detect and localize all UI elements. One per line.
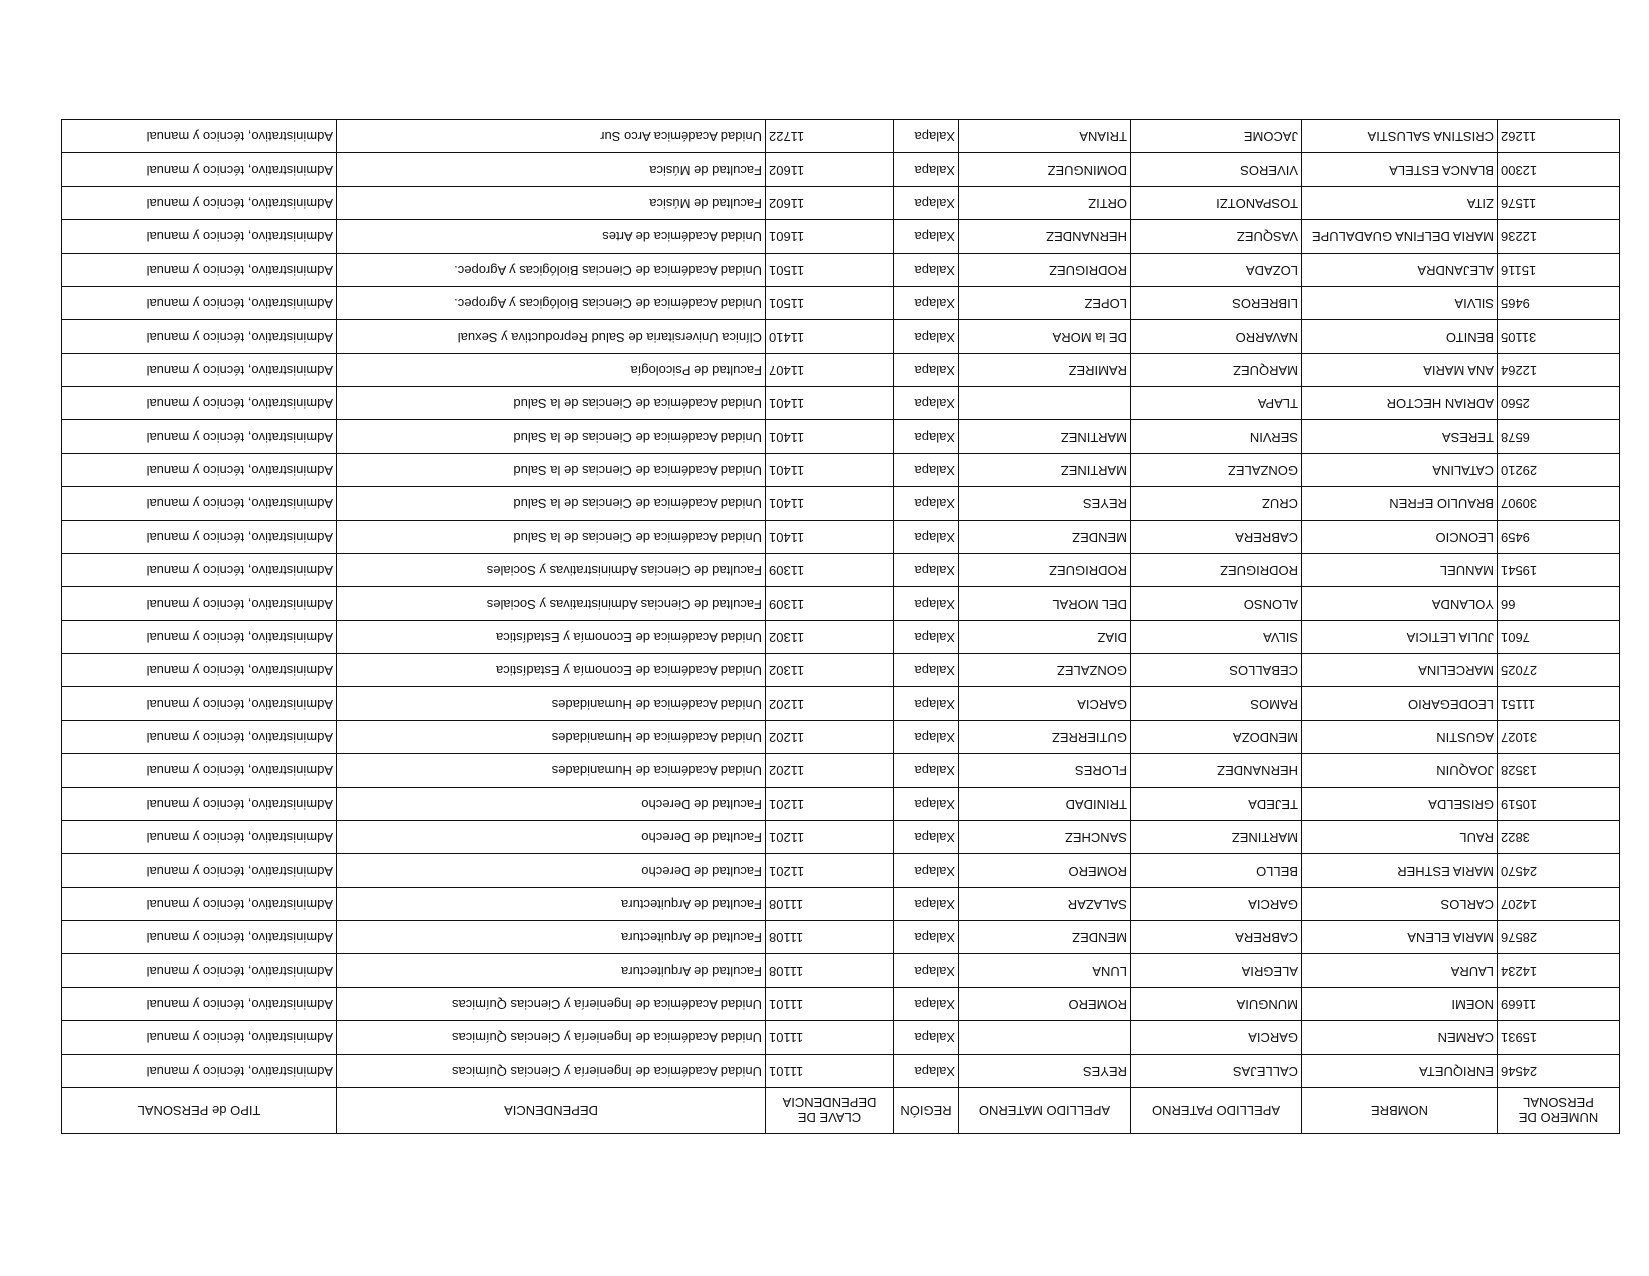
cell-materno: TRIANA <box>959 120 1131 154</box>
cell-dependencia: Clínica Universitaria de Salud Reproductiva y Sexual <box>337 320 766 353</box>
cell-paterno: VIVEROS <box>1131 153 1302 186</box>
cell-clave: 11501 <box>766 287 894 320</box>
cell-dependencia: Facultad de Derecho <box>337 821 766 854</box>
cell-numero: 24546 <box>1498 1054 1620 1087</box>
table-row <box>62 620 1620 653</box>
table-row <box>62 587 1620 620</box>
cell-materno: SANCHEZ <box>959 821 1131 854</box>
cell-clave: 11302 <box>766 620 894 653</box>
table-row <box>62 954 1620 987</box>
table-row <box>62 654 1620 687</box>
header-row <box>62 1088 1620 1134</box>
cell-region: Xalapa <box>894 253 959 286</box>
cell-paterno: ALEGRIA <box>1131 954 1302 987</box>
cell-numero: 11262 <box>1498 120 1620 154</box>
cell-materno: DIAZ <box>959 620 1131 653</box>
cell-materno: GUTIERREZ <box>959 720 1131 753</box>
cell-numero: 15931 <box>1498 1021 1620 1054</box>
table-row <box>62 387 1620 420</box>
cell-numero: 2560 <box>1498 387 1620 420</box>
cell-dependencia: Facultad de Ciencias Administrativas y Sociales <box>337 587 766 620</box>
cell-clave: 11201 <box>766 821 894 854</box>
cell-tipo: Administrativo, técnico y manual <box>62 253 337 286</box>
table-row <box>62 787 1620 820</box>
cell-numero: 12300 <box>1498 153 1620 186</box>
cell-materno: MARTINEZ <box>959 420 1131 453</box>
cell-nombre: YOLANDA <box>1302 587 1498 620</box>
cell-numero: 12264 <box>1498 353 1620 386</box>
cell-paterno: CRUZ <box>1131 487 1302 520</box>
cell-dependencia: Facultad de Arquitectura <box>337 887 766 920</box>
cell-region: Xalapa <box>894 787 959 820</box>
cell-nombre: MANUEL <box>1302 554 1498 587</box>
cell-nombre: CARLOS <box>1302 887 1498 920</box>
cell-tipo: Administrativo, técnico y manual <box>62 320 337 353</box>
cell-clave: 11101 <box>766 1021 894 1054</box>
table-row <box>62 754 1620 787</box>
cell-materno: DE la MORA <box>959 320 1131 353</box>
cell-clave: 11108 <box>766 921 894 954</box>
header-region: REGIÓN <box>894 1088 959 1134</box>
cell-tipo: Administrativo, técnico y manual <box>62 186 337 219</box>
cell-numero: 13528 <box>1498 754 1620 787</box>
cell-clave: 11401 <box>766 520 894 553</box>
cell-materno: RODRIGUEZ <box>959 554 1131 587</box>
personnel-table <box>61 119 1620 1134</box>
cell-paterno: TLAPA <box>1131 387 1302 420</box>
cell-dependencia: Unidad Académica de Humanidades <box>337 720 766 753</box>
cell-tipo: Administrativo, técnico y manual <box>62 720 337 753</box>
cell-materno: GARCIA <box>959 687 1131 720</box>
cell-numero: 24570 <box>1498 854 1620 887</box>
table-row <box>62 1054 1620 1087</box>
header-nombre: NOMBRE <box>1302 1088 1498 1134</box>
cell-tipo: Administrativo, técnico y manual <box>62 420 337 453</box>
cell-numero: 19541 <box>1498 554 1620 587</box>
cell-nombre: JOAQUIN <box>1302 754 1498 787</box>
cell-region: Xalapa <box>894 754 959 787</box>
cell-clave: 11302 <box>766 654 894 687</box>
cell-clave: 11401 <box>766 387 894 420</box>
cell-tipo: Administrativo, técnico y manual <box>62 787 337 820</box>
cell-clave: 11309 <box>766 554 894 587</box>
cell-dependencia: Facultad de Música <box>337 186 766 219</box>
cell-clave: 11108 <box>766 954 894 987</box>
table-row <box>62 220 1620 253</box>
cell-numero: 11151 <box>1498 687 1620 720</box>
cell-tipo: Administrativo, técnico y manual <box>62 687 337 720</box>
cell-numero: 29210 <box>1498 453 1620 486</box>
cell-clave: 11101 <box>766 1054 894 1087</box>
cell-region: Xalapa <box>894 287 959 320</box>
cell-paterno: VASQUEZ <box>1131 220 1302 253</box>
cell-paterno: HERNANDEZ <box>1131 754 1302 787</box>
cell-numero: 14234 <box>1498 954 1620 987</box>
cell-region: Xalapa <box>894 921 959 954</box>
cell-region: Xalapa <box>894 453 959 486</box>
cell-region: Xalapa <box>894 1021 959 1054</box>
cell-clave: 11101 <box>766 987 894 1020</box>
cell-numero: 27025 <box>1498 654 1620 687</box>
cell-materno: REYES <box>959 487 1131 520</box>
cell-materno: LOPEZ <box>959 287 1131 320</box>
cell-nombre: MARIA ESTHER <box>1302 854 1498 887</box>
table-row <box>62 520 1620 553</box>
cell-region: Xalapa <box>894 220 959 253</box>
cell-nombre: LEODEGARIO <box>1302 687 1498 720</box>
cell-dependencia: Unidad Académica de Economía y Estadística <box>337 654 766 687</box>
cell-paterno: LOZADA <box>1131 253 1302 286</box>
cell-tipo: Administrativo, técnico y manual <box>62 921 337 954</box>
cell-region: Xalapa <box>894 320 959 353</box>
cell-materno: DEL MORAL <box>959 587 1131 620</box>
cell-materno: SALAZAR <box>959 887 1131 920</box>
cell-paterno: RODRIGUEZ <box>1131 554 1302 587</box>
cell-region: Xalapa <box>894 554 959 587</box>
cell-materno: GONZALEZ <box>959 654 1131 687</box>
cell-tipo: Administrativo, técnico y manual <box>62 220 337 253</box>
header-materno: APELLIDO MATERNO <box>959 1088 1131 1134</box>
cell-tipo: Administrativo, técnico y manual <box>62 453 337 486</box>
cell-nombre: BENITO <box>1302 320 1498 353</box>
personnel-table-sheet <box>62 119 1620 1134</box>
cell-materno: MENDEZ <box>959 921 1131 954</box>
cell-paterno: GONZALEZ <box>1131 453 1302 486</box>
cell-materno <box>959 387 1131 420</box>
cell-materno: MARTINEZ <box>959 453 1131 486</box>
cell-paterno: SERVIN <box>1131 420 1302 453</box>
table-row <box>62 186 1620 219</box>
cell-numero: 7601 <box>1498 620 1620 653</box>
cell-region: Xalapa <box>894 520 959 553</box>
cell-materno: MENDEZ <box>959 520 1131 553</box>
table-row <box>62 453 1620 486</box>
cell-region: Xalapa <box>894 620 959 653</box>
cell-nombre: TERESA <box>1302 420 1498 453</box>
cell-dependencia: Facultad de Derecho <box>337 787 766 820</box>
header-clave: CLAVE DE DEPENDENCIA <box>766 1088 894 1134</box>
header-dependencia: DEPENDENCIA <box>337 1088 766 1134</box>
cell-tipo: Administrativo, técnico y manual <box>62 887 337 920</box>
cell-nombre: MARIA ELENA <box>1302 921 1498 954</box>
cell-materno: REYES <box>959 1054 1131 1087</box>
cell-clave: 11202 <box>766 687 894 720</box>
cell-paterno: MENDOZA <box>1131 720 1302 753</box>
cell-tipo: Administrativo, técnico y manual <box>62 1021 337 1054</box>
cell-tipo: Administrativo, técnico y manual <box>62 987 337 1020</box>
table-row <box>62 353 1620 386</box>
cell-paterno: TOSPANOTZI <box>1131 186 1302 219</box>
table-row <box>62 720 1620 753</box>
cell-materno: HERNANDEZ <box>959 220 1131 253</box>
cell-numero: 66 <box>1498 587 1620 620</box>
cell-nombre: AGUSTIN <box>1302 720 1498 753</box>
cell-nombre: ENRIQUETA <box>1302 1054 1498 1087</box>
cell-dependencia: Unidad Académica de Ciencias de la Salud <box>337 487 766 520</box>
cell-numero: 31027 <box>1498 720 1620 753</box>
cell-dependencia: Unidad Académica de Ciencias de la Salud <box>337 387 766 420</box>
cell-tipo: Administrativo, técnico y manual <box>62 353 337 386</box>
cell-dependencia: Unidad Académica de Ciencias de la Salud <box>337 453 766 486</box>
cell-tipo: Administrativo, técnico y manual <box>62 620 337 653</box>
cell-region: Xalapa <box>894 153 959 186</box>
cell-materno: DOMINGUEZ <box>959 153 1131 186</box>
cell-materno: ROMERO <box>959 854 1131 887</box>
cell-region: Xalapa <box>894 487 959 520</box>
table-row <box>62 554 1620 587</box>
cell-nombre: MARIA DELFINA GUADALUPE <box>1302 220 1498 253</box>
table-row <box>62 887 1620 920</box>
cell-region: Xalapa <box>894 186 959 219</box>
cell-tipo: Administrativo, técnico y manual <box>62 754 337 787</box>
cell-clave: 11401 <box>766 487 894 520</box>
table-row <box>62 153 1620 186</box>
cell-nombre: ALEJANDRA <box>1302 253 1498 286</box>
cell-dependencia: Unidad Académica de Ciencias Biológicas y Agropec. <box>337 287 766 320</box>
cell-region: Xalapa <box>894 987 959 1020</box>
header-tipo: TIPO de PERSONAL <box>62 1088 337 1134</box>
cell-numero: 14207 <box>1498 887 1620 920</box>
cell-materno <box>959 1021 1131 1054</box>
cell-region: Xalapa <box>894 353 959 386</box>
cell-numero: 28576 <box>1498 921 1620 954</box>
cell-paterno: ALONSO <box>1131 587 1302 620</box>
cell-paterno: MARQUEZ <box>1131 353 1302 386</box>
cell-paterno: TEJEDA <box>1131 787 1302 820</box>
cell-materno: FLORES <box>959 754 1131 787</box>
header-numero: NUMERO DE PERSONAL <box>1498 1088 1620 1134</box>
cell-nombre: GRISELDA <box>1302 787 1498 820</box>
cell-region: Xalapa <box>894 420 959 453</box>
cell-region: Xalapa <box>894 854 959 887</box>
cell-dependencia: Facultad de Psicología <box>337 353 766 386</box>
cell-numero: 11576 <box>1498 186 1620 219</box>
cell-dependencia: Facultad de Ciencias Administrativas y Sociales <box>337 554 766 587</box>
cell-numero: 6578 <box>1498 420 1620 453</box>
cell-dependencia: Unidad Académica de Humanidades <box>337 754 766 787</box>
cell-dependencia: Facultad de Arquitectura <box>337 921 766 954</box>
cell-paterno: GARCIA <box>1131 887 1302 920</box>
cell-tipo: Administrativo, técnico y manual <box>62 120 337 154</box>
cell-materno: TRINIDAD <box>959 787 1131 820</box>
cell-dependencia: Facultad de Derecho <box>337 854 766 887</box>
cell-clave: 11410 <box>766 320 894 353</box>
cell-region: Xalapa <box>894 587 959 620</box>
cell-nombre: BRAULIO EFREN <box>1302 487 1498 520</box>
cell-region: Xalapa <box>894 821 959 854</box>
cell-clave: 11401 <box>766 420 894 453</box>
cell-region: Xalapa <box>894 387 959 420</box>
cell-materno: LUNA <box>959 954 1131 987</box>
cell-clave: 11722 <box>766 120 894 154</box>
cell-tipo: Administrativo, técnico y manual <box>62 487 337 520</box>
cell-tipo: Administrativo, técnico y manual <box>62 854 337 887</box>
table-row <box>62 320 1620 353</box>
cell-tipo: Administrativo, técnico y manual <box>62 587 337 620</box>
cell-clave: 11309 <box>766 587 894 620</box>
cell-materno: ORTIZ <box>959 186 1131 219</box>
cell-nombre: SILVIA <box>1302 287 1498 320</box>
cell-dependencia: Unidad Académica de Artes <box>337 220 766 253</box>
cell-nombre: LEONCIO <box>1302 520 1498 553</box>
cell-nombre: ANA MARIA <box>1302 353 1498 386</box>
table-row <box>62 253 1620 286</box>
cell-region: Xalapa <box>894 654 959 687</box>
cell-tipo: Administrativo, técnico y manual <box>62 654 337 687</box>
cell-nombre: ZITA <box>1302 186 1498 219</box>
cell-numero: 3822 <box>1498 821 1620 854</box>
cell-dependencia: Unidad Académica de Ingeniería y Ciencias Químicas <box>337 1021 766 1054</box>
cell-clave: 11202 <box>766 720 894 753</box>
cell-numero: 9465 <box>1498 287 1620 320</box>
cell-dependencia: Unidad Académica de Ingeniería y Ciencias Químicas <box>337 987 766 1020</box>
cell-paterno: CALLEJAS <box>1131 1054 1302 1087</box>
cell-paterno: CABRERA <box>1131 520 1302 553</box>
cell-paterno: GARCIA <box>1131 1021 1302 1054</box>
cell-numero: 10519 <box>1498 787 1620 820</box>
cell-numero: 12236 <box>1498 220 1620 253</box>
table-row <box>62 854 1620 887</box>
cell-dependencia: Unidad Académica de Ciencias Biológicas y Agropec. <box>337 253 766 286</box>
cell-clave: 11401 <box>766 453 894 486</box>
table-row <box>62 120 1620 154</box>
cell-numero: 15116 <box>1498 253 1620 286</box>
cell-materno: RODRIGUEZ <box>959 253 1131 286</box>
cell-nombre: NOEMI <box>1302 987 1498 1020</box>
cell-region: Xalapa <box>894 1054 959 1087</box>
cell-nombre: ADRIAN HECTOR <box>1302 387 1498 420</box>
cell-region: Xalapa <box>894 954 959 987</box>
cell-dependencia: Facultad de Música <box>337 153 766 186</box>
table-row <box>62 1021 1620 1054</box>
cell-region: Xalapa <box>894 120 959 154</box>
cell-paterno: MARTINEZ <box>1131 821 1302 854</box>
cell-nombre: CRISTINA SALUSTIA <box>1302 120 1498 154</box>
cell-nombre: RAUL <box>1302 821 1498 854</box>
cell-clave: 11501 <box>766 253 894 286</box>
cell-paterno: JACOME <box>1131 120 1302 154</box>
cell-paterno: MUNGUIA <box>1131 987 1302 1020</box>
cell-clave: 11602 <box>766 153 894 186</box>
cell-tipo: Administrativo, técnico y manual <box>62 287 337 320</box>
cell-region: Xalapa <box>894 687 959 720</box>
cell-nombre: BLANCA ESTELA <box>1302 153 1498 186</box>
cell-tipo: Administrativo, técnico y manual <box>62 821 337 854</box>
cell-clave: 11407 <box>766 353 894 386</box>
cell-nombre: CARMEN <box>1302 1021 1498 1054</box>
cell-nombre: MARCELINA <box>1302 654 1498 687</box>
cell-nombre: CATALINA <box>1302 453 1498 486</box>
table-row <box>62 687 1620 720</box>
table-row <box>62 287 1620 320</box>
cell-dependencia: Facultad de Arquitectura <box>337 954 766 987</box>
cell-tipo: Administrativo, técnico y manual <box>62 1054 337 1087</box>
header-paterno: APELLIDO PATERNO <box>1131 1088 1302 1134</box>
cell-numero: 9459 <box>1498 520 1620 553</box>
cell-clave: 11201 <box>766 854 894 887</box>
cell-clave: 11201 <box>766 787 894 820</box>
cell-tipo: Administrativo, técnico y manual <box>62 554 337 587</box>
cell-dependencia: Unidad Académica Arco Sur <box>337 120 766 154</box>
cell-dependencia: Unidad Académica de Economía y Estadística <box>337 620 766 653</box>
table-row <box>62 821 1620 854</box>
cell-dependencia: Unidad Académica de Ciencias de la Salud <box>337 520 766 553</box>
cell-clave: 11601 <box>766 220 894 253</box>
table-row <box>62 420 1620 453</box>
cell-region: Xalapa <box>894 887 959 920</box>
cell-nombre: LAURA <box>1302 954 1498 987</box>
cell-materno: RAMIREZ <box>959 353 1131 386</box>
cell-materno: ROMERO <box>959 987 1131 1020</box>
cell-clave: 11202 <box>766 754 894 787</box>
cell-paterno: CEBALLOS <box>1131 654 1302 687</box>
table-row <box>62 987 1620 1020</box>
table-body <box>62 120 1620 1088</box>
cell-numero: 30907 <box>1498 487 1620 520</box>
cell-tipo: Administrativo, técnico y manual <box>62 387 337 420</box>
cell-region: Xalapa <box>894 720 959 753</box>
cell-paterno: LIBREROS <box>1131 287 1302 320</box>
cell-dependencia: Unidad Académica de Ciencias de la Salud <box>337 420 766 453</box>
cell-numero: 31105 <box>1498 320 1620 353</box>
cell-numero: 11669 <box>1498 987 1620 1020</box>
cell-clave: 11602 <box>766 186 894 219</box>
cell-paterno: CABRERA <box>1131 921 1302 954</box>
cell-tipo: Administrativo, técnico y manual <box>62 520 337 553</box>
cell-tipo: Administrativo, técnico y manual <box>62 954 337 987</box>
cell-paterno: BELLO <box>1131 854 1302 887</box>
table-row <box>62 921 1620 954</box>
cell-paterno: NAVARRO <box>1131 320 1302 353</box>
cell-tipo: Administrativo, técnico y manual <box>62 153 337 186</box>
cell-paterno: RAMOS <box>1131 687 1302 720</box>
cell-nombre: JULIA LETICIA <box>1302 620 1498 653</box>
cell-clave: 11108 <box>766 887 894 920</box>
table-row <box>62 487 1620 520</box>
cell-dependencia: Unidad Académica de Ingeniería y Ciencias Químicas <box>337 1054 766 1087</box>
cell-dependencia: Unidad Académica de Humanidades <box>337 687 766 720</box>
cell-paterno: SILVA <box>1131 620 1302 653</box>
